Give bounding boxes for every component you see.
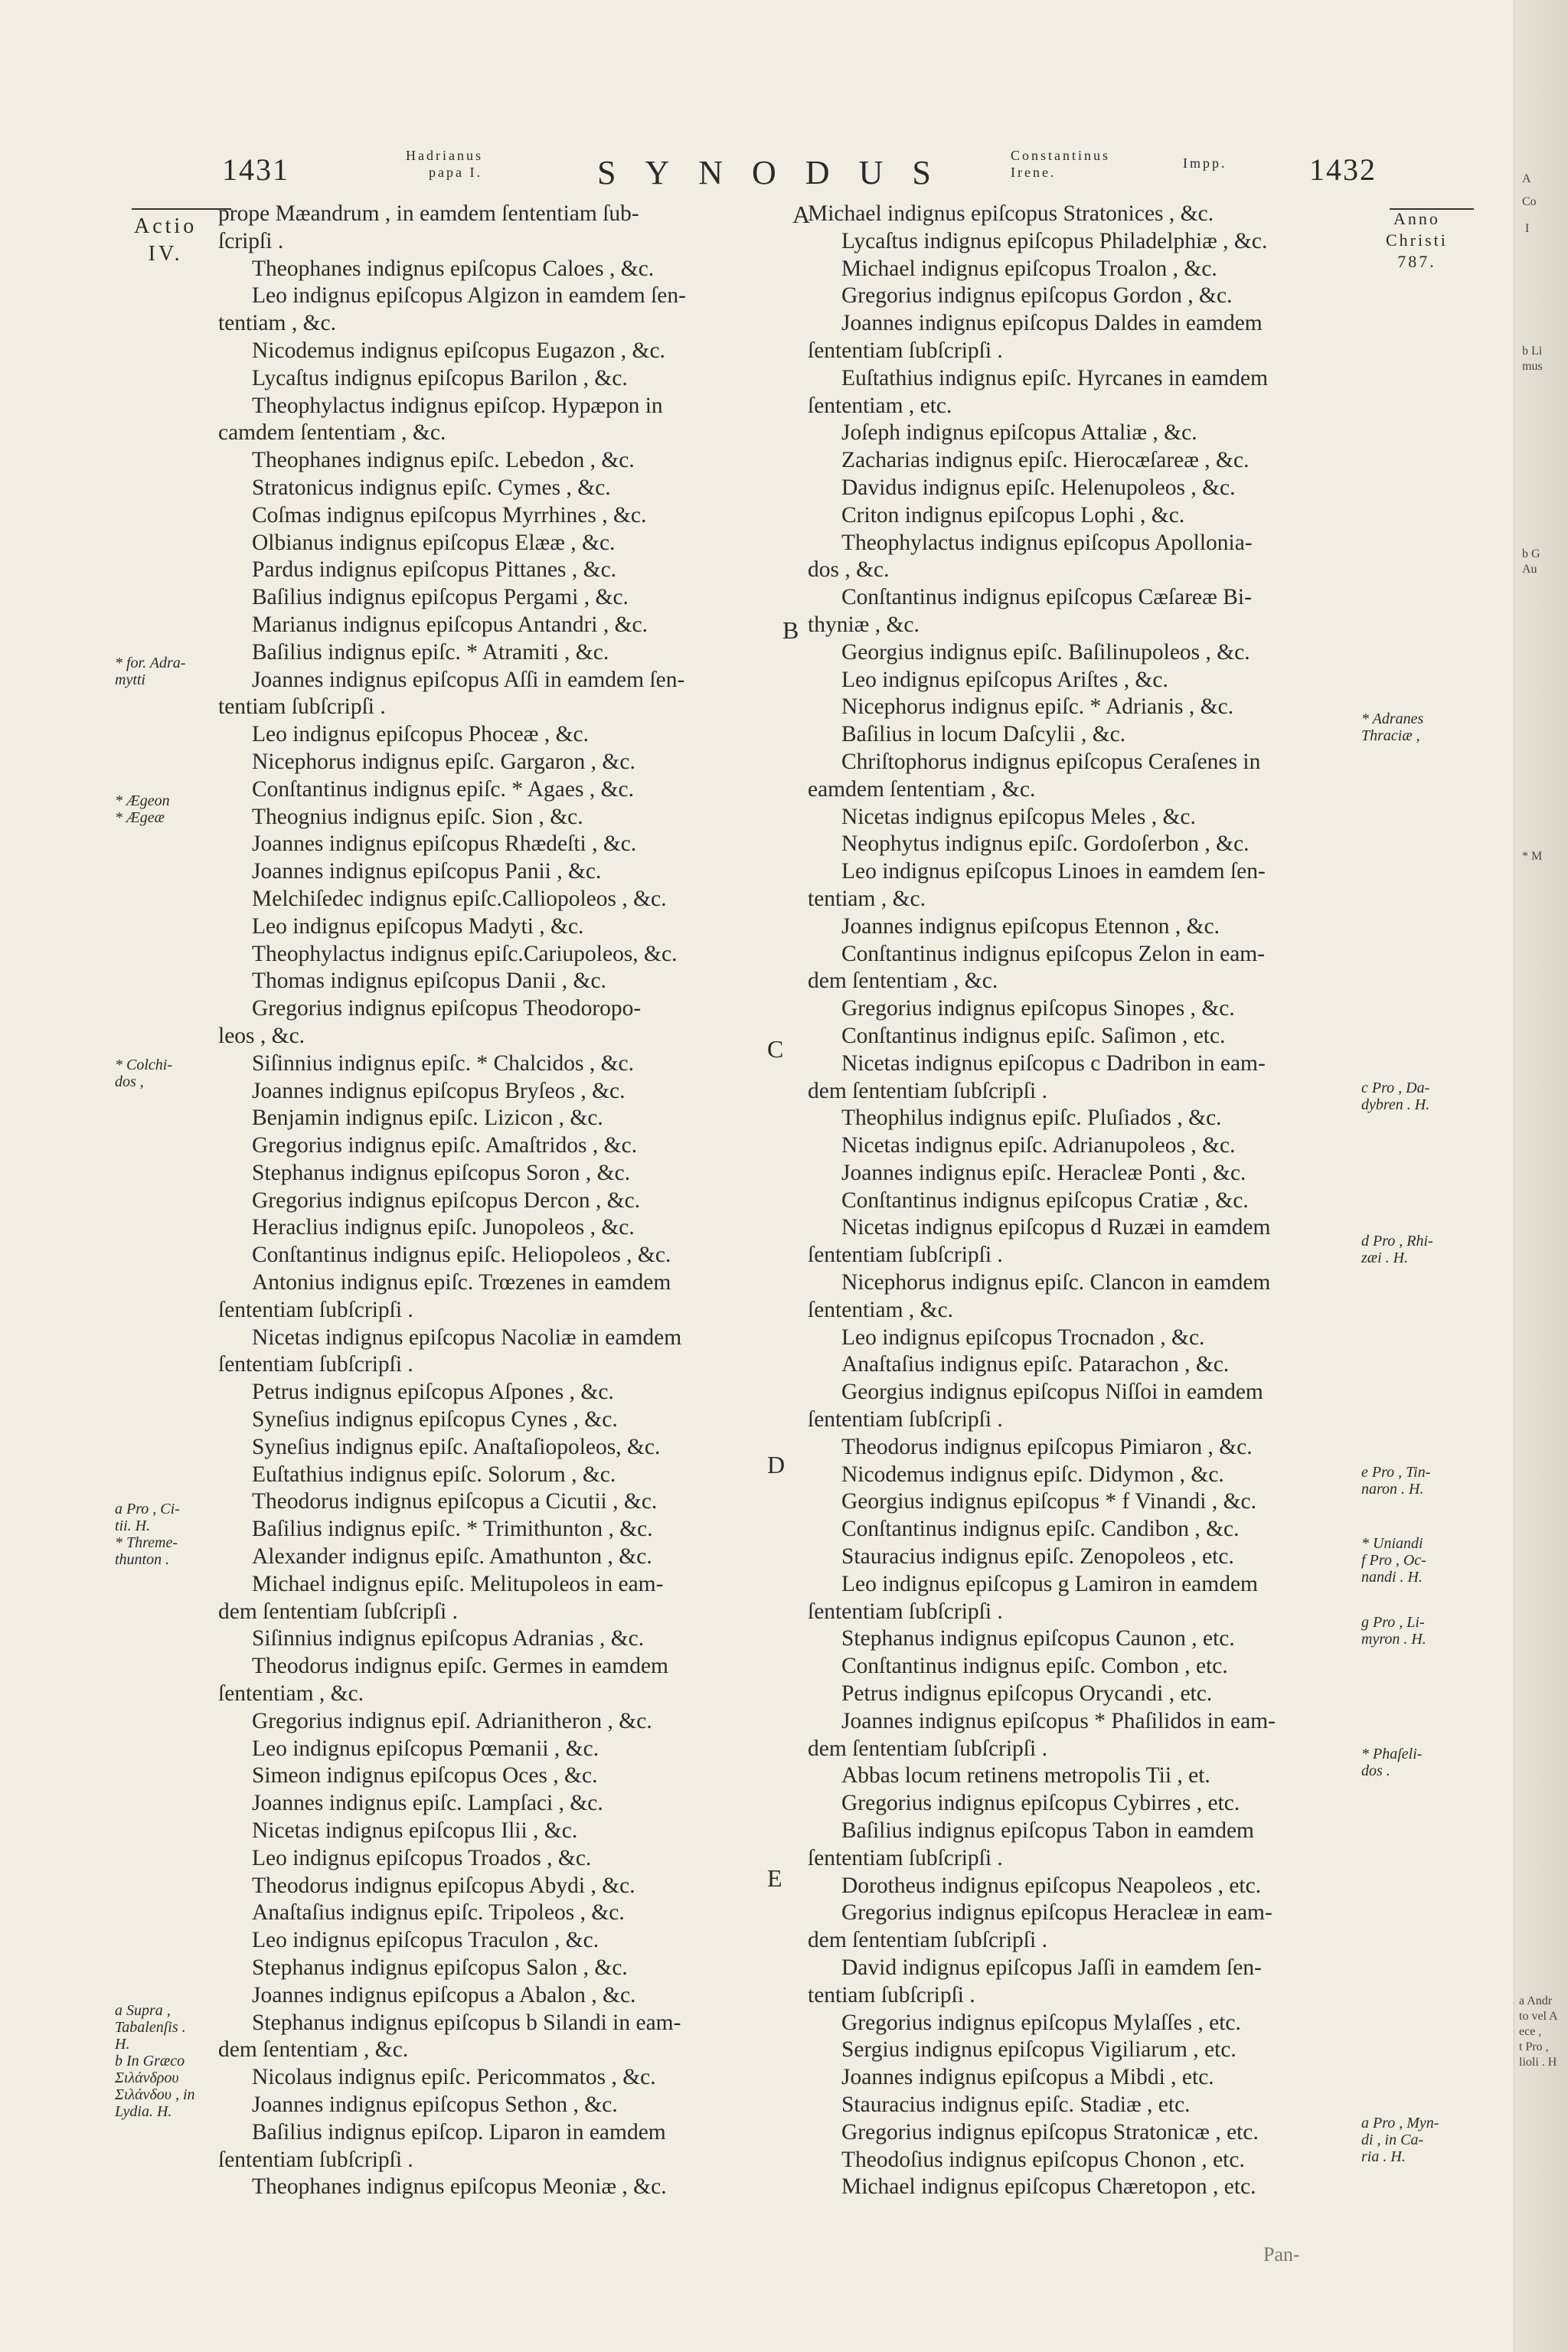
text-line: Nicetas indignus epiſcopus d Ruzæi in eamdem <box>841 1215 1271 1240</box>
note-line: Thraciæ , <box>1361 727 1420 744</box>
text-line: dem ſententiam ſubſcripſi . <box>218 1599 458 1624</box>
edge-fragment: a Andr <box>1519 1994 1553 2007</box>
text-line: Chriſtophorus indignus epiſcopus Ceraſenes in <box>841 749 1261 774</box>
note-line: * for. Adra- <box>115 655 186 671</box>
edge-fragment: I <box>1525 222 1530 235</box>
catchword: Pan- <box>1263 2243 1300 2265</box>
text-line: Nicephorus indignus epiſc. * Adrianis , &c. <box>841 694 1234 720</box>
text-line: Gregorius indignus epiſcopus Heracleæ in eam- <box>841 1900 1272 1926</box>
text-line: tentiam ſubſcripſi . <box>808 1982 975 2007</box>
text-line: Conſtantinus indignus epiſc. Heliopoleos , &c. <box>252 1243 671 1268</box>
right-text-column <box>808 201 1359 2201</box>
right-margin-note-uniandi <box>1361 1535 1476 1586</box>
page-number-left: 1431 <box>222 152 289 187</box>
header-emperor-name: Constantinus <box>1011 148 1111 163</box>
anno-label: Anno <box>1393 209 1440 228</box>
text-line: Joannes indignus epiſcopus Aſſi in eamdem ſen- <box>252 667 685 692</box>
text-line: Georgius indignus epiſcopus Niſſoi in eamdem <box>841 1380 1263 1405</box>
left-margin-note-tabalensis <box>115 2002 230 2120</box>
right-margin-note-dadybren <box>1361 1080 1476 1113</box>
text-line: Melchiſedec indignus epiſc.Calliopoleos , &c. <box>252 886 667 911</box>
text-line: dem ſententiam ſubſcripſi . <box>808 1078 1047 1103</box>
text-line: Joannes indignus epiſcopus Etennon , &c. <box>841 913 1220 939</box>
note-line: Σιλάνδου , in <box>115 2086 195 2103</box>
text-line: Conſtantinus indignus epiſc. Combon , etc. <box>841 1654 1228 1679</box>
text-line: Anaſtaſius indignus epiſc. Patarachon , &c. <box>841 1352 1230 1377</box>
text-line: Joannes indignus epiſcopus Rhædeſti , &c. <box>252 831 637 857</box>
text-line: prope Mæandrum , in eamdem ſententiam ſub- <box>218 201 639 226</box>
note-line: zæi . H. <box>1361 1250 1409 1266</box>
right-margin-note-tinnaron <box>1361 1464 1476 1498</box>
note-line: myron . H. <box>1361 1631 1426 1648</box>
text-line: Euſtathius indignus epiſc. Hyrcanes in eamdem <box>841 365 1269 390</box>
text-line: Stephanus indignus epiſcopus Caunon , etc. <box>841 1626 1235 1651</box>
note-line: * Ægeæ <box>115 809 165 826</box>
text-line: Syneſius indignus epiſc. Anaſtaſiopoleos, &c. <box>252 1434 661 1459</box>
text-line: Gregorius indignus epiſcopus Sinopes , &c. <box>841 996 1235 1021</box>
text-line: Joannes indignus epiſcopus Panii , &c. <box>252 859 602 884</box>
text-line: leos , &c. <box>218 1023 305 1048</box>
note-line: a Pro , Myn- <box>1361 2115 1439 2132</box>
note-line: * Adranes <box>1361 710 1424 727</box>
note-line: Tabalenſis . <box>115 2019 186 2036</box>
text-line: Conſtantinus indignus epiſc. * Agaes , &c. <box>252 776 634 802</box>
text-line: dos , &c. <box>808 557 890 583</box>
text-line: Georgius indignus epiſc. Baſilinupoleos , &c. <box>841 639 1250 665</box>
text-line: Criton indignus epiſcopus Lophi , &c. <box>841 502 1185 528</box>
text-line: Nicetas indignus epiſc. Adrianupoleos , &c. <box>841 1133 1236 1158</box>
text-line: Nicetas indignus epiſcopus Ilii , &c. <box>252 1818 578 1844</box>
christi-label: Christi <box>1386 230 1448 250</box>
note-line: nandi . H. <box>1361 1569 1423 1586</box>
note-line: thunton . <box>115 1551 170 1568</box>
text-line: ſententiam ſubſcripſi . <box>808 1407 1003 1432</box>
note-line: * Ægeon <box>115 792 170 809</box>
text-line: Heraclius indignus epiſc. Junopoleos , &c. <box>252 1215 635 1240</box>
text-line: Theophylactus indignus epiſcopus Apollonia- <box>841 530 1253 555</box>
text-line: ſententiam ſubſcripſi . <box>808 1243 1003 1268</box>
text-line: Coſmas indignus epiſcopus Myrrhines , &c. <box>252 502 647 528</box>
edge-fragment: lioli . H <box>1519 2056 1557 2069</box>
anno-heading <box>1386 208 1448 273</box>
text-line: Michael indignus epiſcopus Troalon , &c. <box>841 256 1217 281</box>
text-line: ſententiam ſubſcripſi . <box>218 1352 413 1377</box>
text-line: Gregorius indignus epiſcopus Gordon , &c. <box>841 283 1233 309</box>
text-line: Davidus indignus epiſc. Helenupoleos , &c. <box>841 475 1236 500</box>
text-line: Theophylactus indignus epiſc.Cariupoleos, &c. <box>252 941 678 966</box>
note-line: ria . H. <box>1361 2148 1406 2165</box>
running-header <box>0 145 1568 191</box>
text-line: thyniæ , &c. <box>808 612 920 637</box>
text-line: Lycaſtus indignus epiſcopus Barilon , &c. <box>252 365 628 390</box>
note-line: * Colchi- <box>115 1057 172 1073</box>
right-margin-note-limyron <box>1361 1614 1476 1648</box>
text-line: Gregorius indignus epiſc. Amaſtridos , &c. <box>252 1133 638 1158</box>
left-margin-note-colchidos <box>115 1057 230 1090</box>
actio-number: IV. <box>148 242 183 266</box>
text-line: Siſinnius indignus epiſc. * Chalcidos , &c. <box>252 1050 635 1076</box>
note-line: Σιλάνδρου <box>115 2069 179 2086</box>
text-line: Benjamin indignus epiſc. Lizicon , &c. <box>252 1106 603 1131</box>
text-line: Theodorus indignus epiſcopus Abydi , &c. <box>252 1873 635 1898</box>
edge-fragment: Au <box>1522 563 1537 576</box>
text-line: ſententiam ſubſcripſi . <box>808 1845 1003 1870</box>
text-line: Joannes indignus epiſc. Heracleæ Ponti , &c. <box>841 1160 1246 1185</box>
text-line: Leo indignus epiſcopus Madyti , &c. <box>252 913 584 939</box>
edge-fragment: b G <box>1522 547 1540 560</box>
text-line: Georgius indignus epiſcopus * f Vinandi , &c. <box>841 1489 1257 1514</box>
text-line: Neophytus indignus epiſc. Gordoſerbon , &c. <box>841 831 1250 857</box>
text-line: Conſtantinus indignus epiſc. Candibon , &c. <box>841 1517 1240 1542</box>
text-line: Nicephorus indignus epiſc. Gargaron , &c. <box>252 749 635 774</box>
note-line: f Pro , Oc- <box>1361 1552 1426 1569</box>
text-line: Leo indignus epiſcopus Ariſtes , &c. <box>841 667 1168 692</box>
text-line: Joannes indignus epiſcopus a Abalon , &c. <box>252 1982 636 2007</box>
text-line: Baſilius indignus epiſcopus Pergami , &c. <box>252 585 629 610</box>
text-line: Baſilius indignus epiſc. * Atramiti , &c. <box>252 639 609 665</box>
text-line: ſententiam ſubſcripſi . <box>808 338 1003 363</box>
text-line: Leo indignus epiſcopus g Lamiron in eamdem <box>841 1571 1258 1596</box>
text-line: Joannes indignus epiſcopus * Phaſilidos in eam- <box>841 1708 1276 1733</box>
text-line: Joannes indignus epiſcopus Bryſeos , &c. <box>252 1078 626 1103</box>
text-line: Theophylactus indignus epiſcop. Hypæpon in <box>252 393 663 418</box>
text-line: Joannes indignus epiſcopus Daldes in eamdem <box>841 311 1263 336</box>
section-letter-d: D <box>767 1451 786 1478</box>
text-line: Gregorius indignus epiſcopus Dercon , &c. <box>252 1187 641 1213</box>
text-line: Michael indignus epiſcopus Chæretopon , etc. <box>841 2174 1256 2200</box>
right-margin-note-adranes <box>1361 710 1476 744</box>
edge-fragment: Co <box>1522 195 1537 208</box>
text-line: Leo indignus epiſcopus Algizon in eamdem ſen- <box>252 283 686 309</box>
text-line: dem ſententiam , &c. <box>808 969 998 994</box>
text-line: Theophanes indignus epiſcopus Caloes , &c. <box>252 256 655 281</box>
text-line: dem ſententiam ſubſcripſi . <box>808 1928 1047 1953</box>
actio-heading <box>134 213 197 268</box>
text-line: Joannes indignus epiſc. Lampſaci , &c. <box>252 1791 603 1816</box>
text-line: Nicephorus indignus epiſc. Clancon in eamdem <box>841 1270 1271 1295</box>
text-line: tentiam , &c. <box>808 886 926 911</box>
note-line: d Pro , Rhi- <box>1361 1233 1433 1250</box>
note-line: c Pro , Da- <box>1361 1080 1430 1096</box>
text-line: Conſtantinus indignus epiſcopus Cratiæ , &c. <box>841 1187 1249 1213</box>
text-line: Theophanes indignus epiſc. Lebedon , &c. <box>252 448 635 473</box>
text-line: Sergius indignus epiſcopus Vigiliarum , etc. <box>841 2037 1236 2063</box>
note-line: * Uniandi <box>1361 1535 1423 1552</box>
text-line: Alexander indignus epiſc. Amathunton , &c. <box>252 1544 652 1570</box>
text-line: Gregorius indignus epiſcopus Mylaſſes , etc. <box>841 2010 1241 2035</box>
page-number-right: 1432 <box>1309 152 1377 187</box>
year-label: 787. <box>1397 252 1436 271</box>
text-line: Joannes indignus epiſcopus a Mibdi , etc. <box>841 2065 1214 2090</box>
text-line: Stratonicus indignus epiſc. Cymes , &c. <box>252 475 611 500</box>
header-pope-name: Hadrianus <box>406 148 483 163</box>
note-line: H. <box>115 2036 130 2053</box>
edge-fragment: * M <box>1522 850 1543 863</box>
edge-fragment: A <box>1522 172 1531 185</box>
text-line: dem ſententiam ſubſcripſi . <box>808 1736 1047 1761</box>
text-line: ſententiam ſubſcripſi . <box>808 1599 1003 1624</box>
text-line: camdem ſententiam , &c. <box>218 420 446 446</box>
text-line: Leo indignus epiſcopus Linoes in eamdem ſen- <box>841 859 1266 884</box>
edge-fragment: t Pro , <box>1519 2040 1549 2053</box>
text-line: Nicodemus indignus epiſc. Didymon , &c. <box>841 1462 1224 1487</box>
left-margin-note-citii <box>115 1501 230 1568</box>
text-line: ſententiam ſubſcripſi . <box>218 1297 413 1322</box>
text-line: Nicetas indignus epiſcopus Nacoliæ in eamdem <box>252 1325 682 1350</box>
text-line: Stephanus indignus epiſcopus Salon , &c. <box>252 1955 628 1980</box>
text-line: Theodoſius indignus epiſcopus Chonon , etc. <box>841 2147 1245 2172</box>
adjacent-page-edge <box>1514 0 1568 2352</box>
text-line: Theodorus indignus epiſc. Germes in eamdem <box>252 1654 668 1679</box>
text-line: Nicetas indignus epiſcopus Meles , &c. <box>841 804 1196 829</box>
text-line: Theognius indignus epiſc. Sion , &c. <box>252 804 583 829</box>
text-line: Leo indignus epiſcopus Phoceæ , &c. <box>252 722 589 747</box>
note-line: di , in Ca- <box>1361 2132 1424 2148</box>
text-line: Joannes indignus epiſcopus Sethon , &c. <box>252 2092 618 2117</box>
edge-fragment: mus <box>1522 360 1543 373</box>
text-line: ſententiam , &c. <box>218 1681 364 1707</box>
note-line: * Phaſeli- <box>1361 1746 1423 1762</box>
note-line: * Threme- <box>115 1534 178 1551</box>
note-line: b In Græco <box>115 2053 185 2069</box>
note-line: g Pro , Li- <box>1361 1614 1425 1631</box>
text-line: Theophilus indignus epiſc. Pluſiados , &c. <box>841 1106 1222 1131</box>
text-line: Gregorius indignus epiſcopus Theodoropo- <box>252 996 642 1021</box>
right-margin-note-phaselidos <box>1361 1746 1476 1779</box>
text-line: Dorotheus indignus epiſcopus Neapoleos , etc. <box>841 1873 1262 1898</box>
text-line: Stauracius indignus epiſc. Zenopoleos , etc. <box>841 1544 1234 1570</box>
edge-fragment: to vel A <box>1519 2010 1558 2023</box>
text-line: ſententiam ſubſcripſi . <box>218 2147 413 2172</box>
header-pope-title: papa I. <box>429 165 482 180</box>
right-margin-note-rhizaei <box>1361 1233 1476 1266</box>
text-line: Baſilius indignus epiſcop. Liparon in eamdem <box>252 2119 666 2145</box>
note-line: dos , <box>115 1073 144 1090</box>
section-letter-c: C <box>767 1035 784 1063</box>
note-line: a Supra , <box>115 2002 171 2019</box>
text-line: Michael indignus epiſc. Melitupoleos in eam- <box>252 1571 664 1596</box>
text-line: Abbas locum retinens metropolis Tii , et. <box>841 1763 1210 1788</box>
text-line: Joſeph indignus epiſcopus Attaliæ , &c. <box>841 420 1197 446</box>
text-line: Nicolaus indignus epiſc. Pericommatos , &c. <box>252 2065 656 2090</box>
note-line: a Pro , Ci- <box>115 1501 180 1517</box>
header-title: SYNODUS <box>597 154 960 191</box>
text-line: Euſtathius indignus epiſc. Solorum , &c. <box>252 1462 616 1487</box>
text-line: Gregorius indignus epiſcopus Stratonicæ , etc. <box>841 2119 1259 2145</box>
left-margin-note-aegeon <box>115 792 230 826</box>
text-line: Theodorus indignus epiſcopus Pimiaron , &c. <box>841 1434 1253 1459</box>
text-line: Syneſius indignus epiſcopus Cynes , &c. <box>252 1407 618 1432</box>
section-letter-a: A <box>792 201 811 228</box>
text-line: Conſtantinus indignus epiſcopus Zelon in eam- <box>841 941 1266 966</box>
text-line: Leo indignus epiſcopus Pœmanii , &c. <box>252 1736 599 1761</box>
note-line: Lydia. H. <box>115 2103 172 2120</box>
text-line: dem ſententiam , &c. <box>218 2037 409 2063</box>
text-line: Michael indignus epiſcopus Stratonices , &c. <box>808 201 1214 226</box>
text-line: Olbianus indignus epiſcopus Elææ , &c. <box>252 530 616 555</box>
text-line: Thomas indignus epiſcopus Danii , &c. <box>252 969 606 994</box>
text-line: Zacharias indignus epiſc. Hierocæſareæ , &c. <box>841 448 1250 473</box>
text-line: ſententiam , &c. <box>808 1297 954 1322</box>
text-line: tentiam , &c. <box>218 311 337 336</box>
text-line: Stephanus indignus epiſcopus Soron , &c. <box>252 1160 631 1185</box>
section-letter-b: B <box>782 616 799 644</box>
actio-label: Actio <box>134 214 198 238</box>
text-line: tentiam ſubſcripſi . <box>218 694 386 720</box>
text-line: Siſinnius indignus epiſcopus Adranias , &c. <box>252 1626 645 1651</box>
text-line: Lycaſtus indignus epiſcopus Philadelphiæ , &c. <box>841 228 1268 253</box>
text-line: Leo indignus epiſcopus Trocnadon , &c. <box>841 1325 1205 1350</box>
text-line: eamdem ſententiam , &c. <box>808 776 1036 802</box>
header-empress-name: Irene. <box>1011 165 1057 180</box>
text-line: Marianus indignus epiſcopus Antandri , &c. <box>252 612 648 637</box>
text-line: Leo indignus epiſcopus Traculon , &c. <box>252 1928 599 1953</box>
left-text-column <box>218 201 800 2201</box>
text-line: Gregorius indignus epiſcopus Cybirres , etc. <box>841 1791 1240 1816</box>
text-line: Leo indignus epiſcopus Troados , &c. <box>252 1845 592 1870</box>
text-line: Conſtantinus indignus epiſcopus Cæſareæ Bi- <box>841 585 1252 610</box>
note-line: mytti <box>115 671 145 688</box>
text-line: David indignus epiſcopus Jaſſi in eamdem ſen- <box>841 1955 1262 1980</box>
note-line: tii. H. <box>115 1517 151 1534</box>
text-line: Anaſtaſius indignus epiſc. Tripoleos , &c. <box>252 1900 625 1926</box>
note-line: dos . <box>1361 1762 1390 1779</box>
text-line: ſcripſi . <box>218 228 284 253</box>
text-line: Nicetas indignus epiſcopus c Dadribon in eam- <box>841 1050 1266 1076</box>
header-imperators: Impp. <box>1183 155 1227 171</box>
text-line: Theophanes indignus epiſcopus Meoniæ , &c. <box>252 2174 667 2200</box>
text-line: Theodorus indignus epiſcopus a Cicutii , &c. <box>252 1489 658 1514</box>
text-line: Baſilius in locum Daſcylii , &c. <box>841 722 1126 747</box>
left-margin-note-adramytti <box>115 655 230 688</box>
text-line: Stauracius indignus epiſc. Stadiæ , etc. <box>841 2092 1191 2117</box>
edge-fragment: ece , <box>1519 2025 1542 2038</box>
note-line: e Pro , Tin- <box>1361 1464 1431 1481</box>
section-letter-e: E <box>767 1864 782 1892</box>
heading-rule-left <box>132 208 231 210</box>
text-line: Simeon indignus epiſcopus Oces , &c. <box>252 1763 598 1788</box>
edge-fragment: b Li <box>1522 345 1543 358</box>
text-line: Baſilius indignus epiſc. * Trimithunton , &c. <box>252 1517 653 1542</box>
text-line: Baſilius indignus epiſcopus Tabon in eamdem <box>841 1818 1254 1844</box>
text-line: Stephanus indignus epiſcopus b Silandi in eam- <box>252 2010 681 2035</box>
note-line: naron . H. <box>1361 1481 1424 1498</box>
text-line: Nicodemus indignus epiſcopus Eugazon , &c. <box>252 338 665 363</box>
text-line: Gregorius indignus epiſ. Adrianitheron , &c. <box>252 1708 652 1733</box>
right-margin-note-myndi <box>1361 2115 1476 2165</box>
text-line: Conſtantinus indignus epiſc. Saſimon , etc. <box>841 1023 1226 1048</box>
text-line: Antonius indignus epiſc. Trœzenes in eamdem <box>252 1270 671 1295</box>
text-line: Petrus indignus epiſcopus Orycandi , etc. <box>841 1681 1213 1707</box>
note-line: dybren . H. <box>1361 1096 1430 1113</box>
text-line: Petrus indignus epiſcopus Aſpones , &c. <box>252 1380 614 1405</box>
text-line: Pardus indignus epiſcopus Pittanes , &c. <box>252 557 617 583</box>
text-line: ſententiam , etc. <box>808 393 952 418</box>
